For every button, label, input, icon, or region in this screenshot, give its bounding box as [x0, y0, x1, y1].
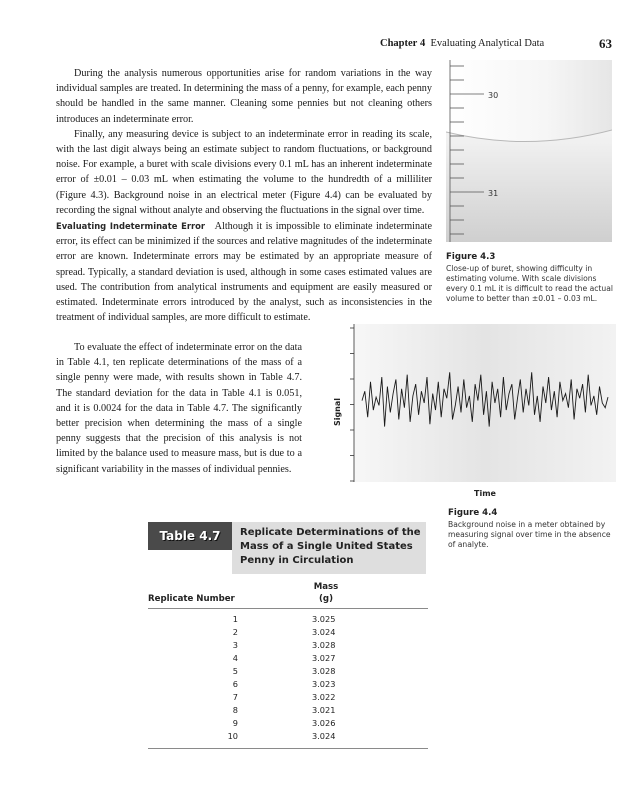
mass-cell: 3.021: [312, 705, 336, 715]
replicate-number-cell: 10: [227, 731, 238, 741]
mass-cell: 3.025: [312, 614, 336, 624]
replicate-number-cell: 4: [232, 653, 238, 663]
mass-cell: 3.028: [312, 666, 336, 676]
buret-figure: [446, 60, 612, 242]
replicate-number-cell: 5: [232, 666, 238, 676]
table-row: [148, 692, 428, 705]
table-badge: Table 4.7: [148, 522, 232, 550]
table-title: Replicate Determinations of the Mass of a Single United States Penny in Circulation: [232, 522, 426, 574]
replicate-number-cell: 7: [232, 692, 238, 702]
mass-cell: 3.026: [312, 718, 336, 728]
replicate-number-cell: 6: [232, 679, 238, 689]
mass-cell: 3.022: [312, 692, 336, 702]
chapter-heading: [380, 38, 544, 49]
paragraph-measuring-device: Finally, any measuring device is subject to an indeterminate error in reading its scale, with the last digit always being an estimate subject to random fluctuations, or background noise. For example, a buret with scale divisions every 0.1 mL has an inherent indeterminate error of ±0.01 – 0.03 mL when estimating the volume to the hundredth of a milliliter (Figure 4.3). Background noise in an electrical meter (Figure 4.4) can be evaluated by recording the signal without analyte and observing the fluctuations in the signal over time.: [56, 128, 432, 216]
buret-liquid: [446, 130, 612, 242]
table-row: [148, 666, 428, 679]
replicate-number-cell: 3: [232, 640, 238, 650]
figure-4-3-caption: Close-up of buret, showing difficulty in estimating volume. With scale divisions every 0.1 mL it is difficult to read the actual volume to better than ±0.01 – 0.03 mL.: [446, 264, 613, 303]
mass-cell: 3.027: [312, 653, 336, 663]
chapter-label: Chapter: [380, 38, 418, 49]
col-replicate-header: Replicate Number: [148, 594, 235, 604]
buret-label-30: 30: [488, 91, 499, 100]
mass-cell: 3.023: [312, 679, 336, 689]
chart-y-ticks: [350, 328, 354, 481]
chart-ylabel: Signal: [333, 397, 342, 427]
figure-4-4-caption-block: [448, 508, 616, 550]
mass-cell: 3.024: [312, 627, 336, 637]
noise-chart: [322, 320, 616, 500]
col-mass-header-line1: Mass: [313, 582, 339, 592]
table-header-rule: [148, 608, 428, 609]
page-number: 63: [599, 36, 612, 51]
table-row: [148, 718, 428, 731]
mass-cell: 3.024: [312, 731, 336, 741]
paragraph-block-1: [56, 66, 432, 218]
paragraph-single-penny: To evaluate the effect of indeterminate error on the data in Table 4.1, ten replicate determinations of the mass of a single penny were made, with results shown in Table 4.7. The standard deviation for the data in Table 4.1 is 0.051, and it is 0.0024 for the data in Table 4.7. The significantly better precision when determining the mass of a single penny suggests that the precision of this analysis is not limited by the balance used to measure mass, but is due to a significant variability in the masses of individual pennies.: [56, 342, 302, 475]
chapter-number: 4: [419, 38, 426, 49]
table-bottom-rule: [148, 748, 428, 749]
table-row: [148, 731, 428, 744]
replicate-number-cell: 2: [232, 627, 238, 637]
table-row: [148, 705, 428, 718]
figure-4-3-label: Figure 4.3: [446, 252, 496, 262]
replicate-number-cell: 8: [232, 705, 238, 715]
mass-cell: 3.028: [312, 640, 336, 650]
table-row: [148, 627, 428, 640]
running-header: [380, 36, 612, 54]
paragraph-random-variations: During the analysis numerous opportunities arise for random variations in the way individual samples are treated. In determining the mass of a penny, for example, each penny should be handled in the same manner. Cleaning some pennies but not cleaning others introduces an indeterminate error.: [56, 68, 432, 125]
subsection-text: Although it is impossible to eliminate indeterminate error, its effect can be minimized if the sources and relative magnitudes of the indeterminate error are known. Indeterminate errors may be estimated by an appropriate measure of spread. Typically, a standard deviation is used, although in some cases estimated values are used. The contribution from analytical instruments and equipment are easily measured or estimated. Indeterminate errors introduced by the analyst, such as inconsistencies in the treatment of individual samples, are more difficult to estimate.: [56, 221, 432, 324]
table-row: [148, 614, 428, 627]
figure-4-4-caption: Background noise in a meter obtained by measuring signal over time in the absence of analyte.: [448, 520, 611, 549]
chart-xlabel: Time: [474, 489, 496, 498]
replicate-number-cell: 1: [232, 614, 238, 624]
chapter-title: Evaluating Analytical Data: [430, 38, 545, 49]
col-mass-header-line2: (g): [318, 594, 333, 604]
replicate-number-cell: 9: [232, 718, 238, 728]
table-row: [148, 679, 428, 692]
figure-4-3-caption-block: [446, 252, 614, 304]
table-row: [148, 640, 428, 653]
figure-4-4-label: Figure 4.4: [448, 508, 498, 518]
subsection-heading: Evaluating Indeterminate Error: [56, 221, 206, 231]
table-row: [148, 653, 428, 666]
paragraph-evaluating-error: [56, 219, 432, 325]
buret-label-31: 31: [488, 189, 499, 198]
